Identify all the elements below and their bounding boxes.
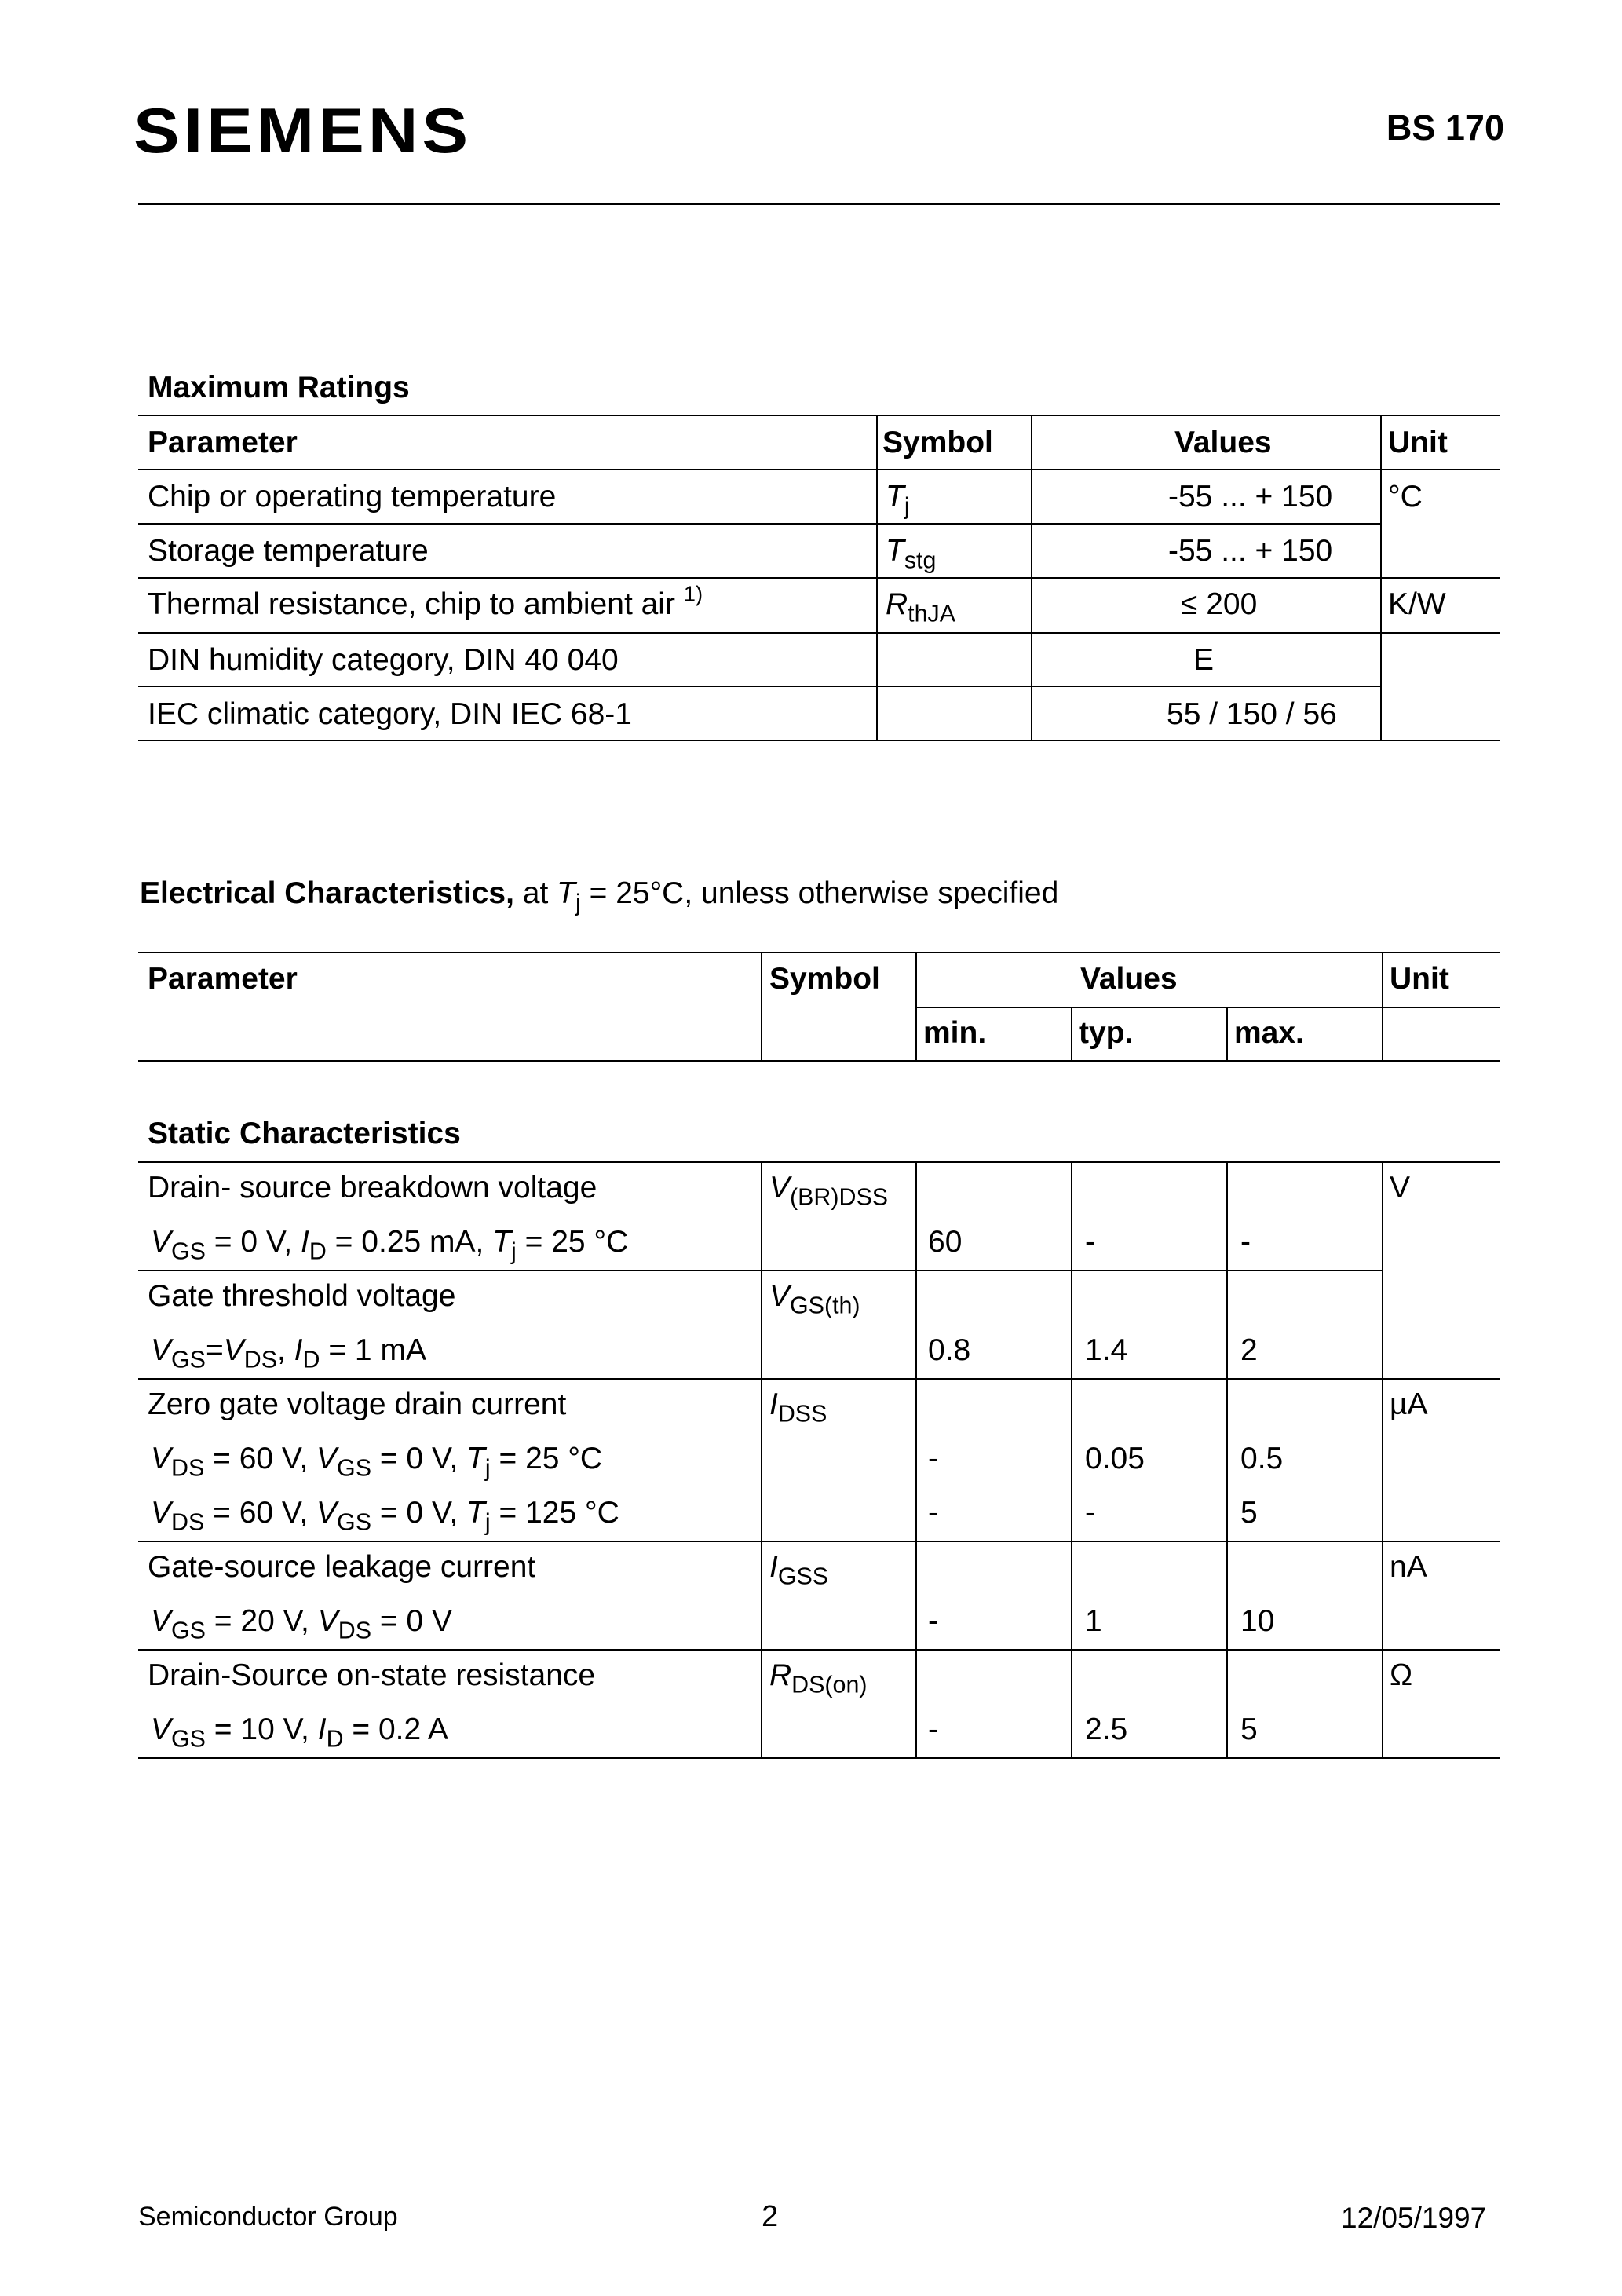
ec-condition: $V_{GS} = 20$ V, $V_{DS} = 0$ V xyxy=(151,1604,452,1644)
ec-col-rule xyxy=(1071,1270,1072,1378)
ec-symbol: $I_{DSS}$ xyxy=(769,1387,827,1428)
ec-value-min: 60 xyxy=(928,1225,963,1259)
ec-row-rule xyxy=(138,1541,1500,1542)
ec-header-values: Values xyxy=(1080,962,1178,996)
ec-col-rule xyxy=(1382,952,1383,1060)
ec-col-rule xyxy=(761,1270,762,1378)
ec-unit: µA xyxy=(1390,1387,1428,1421)
mr-param: IEC climatic category, DIN IEC 68-1 xyxy=(148,697,632,731)
ec-col-rule xyxy=(1226,1541,1228,1649)
ec-col-rule xyxy=(1071,1541,1072,1649)
mr-value: 55 / 150 / 56 xyxy=(1167,697,1337,731)
mr-rule xyxy=(138,686,1382,687)
ec-col-rule xyxy=(761,1541,762,1649)
mr-symbol: $T_{stg}$ xyxy=(886,534,937,574)
ec-col-rule xyxy=(915,1649,917,1757)
ec-condition: $V_{DS} = 60$ V, $V_{GS} = 0$ V, $T_j = 25$ °C xyxy=(151,1442,603,1482)
ec-col-rule xyxy=(761,952,762,1060)
mr-rule xyxy=(138,577,1500,579)
ec-col-rule xyxy=(1382,1541,1383,1649)
ec-param: Drain-Source on-state resistance xyxy=(148,1658,596,1692)
ec-condition: $V_{GS} = 10$ V, $I_D = 0.2$ A xyxy=(151,1713,448,1753)
ec-rule xyxy=(917,1007,1500,1008)
ec-symbol: $V_{(BR)DSS}$ xyxy=(769,1171,889,1211)
mr-rule xyxy=(138,740,1500,741)
ec-col-rule xyxy=(1071,1007,1072,1060)
mr-value: ≤ 200 xyxy=(1181,587,1258,621)
ec-value-min: 0.8 xyxy=(928,1333,971,1367)
ec-col-rule xyxy=(1071,1378,1072,1541)
ec-col-rule xyxy=(761,1378,762,1541)
ec-unit: nA xyxy=(1390,1550,1427,1584)
ec-symbol: $V_{GS(th)}$ xyxy=(769,1279,860,1319)
ec-header-unit: Unit xyxy=(1390,962,1449,996)
ec-rule xyxy=(138,1060,1500,1062)
ec-col-rule xyxy=(1226,1007,1228,1060)
mr-header-values: Values xyxy=(1174,426,1272,459)
ec-param: Gate-source leakage current xyxy=(148,1550,536,1584)
ec-symbol: $R_{DS(on)}$ xyxy=(769,1658,868,1698)
ec-value-typ: 1 xyxy=(1085,1604,1102,1638)
ec-row-rule xyxy=(138,1649,1500,1651)
ec-col-rule xyxy=(1382,1270,1383,1378)
ec-value-max: 2 xyxy=(1240,1333,1258,1367)
ec-header-typ: typ. xyxy=(1079,1016,1134,1050)
ec-header-symbol: Symbol xyxy=(769,962,880,996)
ec-condition: $V_{DS} = 60$ V, $V_{GS} = 0$ V, $T_j = 125$ °C xyxy=(151,1496,619,1536)
footer-date: 12/05/1997 xyxy=(1341,2202,1487,2234)
electrical-title: Electrical Characteristics, at $T_j = 25^\circ C$, unless otherwise specified xyxy=(140,876,1059,916)
ec-col-rule xyxy=(915,952,917,1060)
mr-param: Thermal resistance, chip to ambient air $^{1)}$ xyxy=(148,581,703,621)
mr-param: Chip or operating temperature xyxy=(148,480,557,514)
mr-header-unit: Unit xyxy=(1388,426,1448,459)
ec-param: Drain- source breakdown voltage xyxy=(148,1171,597,1205)
ec-col-rule xyxy=(915,1161,917,1270)
ec-col-rule xyxy=(1226,1649,1228,1757)
ec-value-typ: 0.05 xyxy=(1085,1442,1145,1475)
mr-col-rule xyxy=(1380,415,1382,740)
ec-param: Zero gate voltage drain current xyxy=(148,1387,567,1421)
mr-unit: K/W xyxy=(1388,587,1446,621)
ec-header-min: min. xyxy=(923,1016,987,1050)
ec-value-min: - xyxy=(928,1442,938,1475)
ec-condition: $V_{GS}=V_{DS}$, $I_D = 1$ mA xyxy=(151,1333,426,1373)
mr-col-rule xyxy=(876,415,878,740)
mr-symbol: $R_{thJA}$ xyxy=(886,587,956,627)
mr-value: -55 ... + 150 xyxy=(1168,480,1333,514)
ec-row-rule xyxy=(138,1378,1500,1380)
ec-unit: Ω xyxy=(1390,1658,1413,1692)
mr-header-symbol: Symbol xyxy=(882,426,993,459)
ec-unit: V xyxy=(1390,1171,1411,1205)
ec-col-rule xyxy=(1071,1649,1072,1757)
ec-col-rule xyxy=(1382,1378,1383,1541)
ec-value-max: 0.5 xyxy=(1240,1442,1284,1475)
ec-header-parameter: Parameter xyxy=(148,962,298,996)
ec-col-rule xyxy=(1382,1161,1383,1270)
ec-col-rule xyxy=(1071,1161,1072,1270)
ec-col-rule xyxy=(915,1378,917,1541)
ec-rule xyxy=(138,952,1500,953)
ec-symbol: $I_{GSS}$ xyxy=(769,1550,829,1590)
mr-rule xyxy=(138,632,1500,634)
ec-row-rule xyxy=(138,1161,1500,1163)
mr-param: Storage temperature xyxy=(148,534,429,568)
ec-value-typ: - xyxy=(1085,1225,1095,1259)
ec-col-rule xyxy=(761,1649,762,1757)
ec-value-min: - xyxy=(928,1713,938,1746)
part-number: BS 170 xyxy=(1386,108,1504,148)
ec-row-rule xyxy=(138,1757,1500,1759)
mr-rule xyxy=(138,523,1382,525)
mr-rule xyxy=(138,469,1500,470)
mr-param: DIN humidity category, DIN 40 040 xyxy=(148,643,619,677)
footer-company: Semiconductor Group xyxy=(138,2202,398,2232)
ec-value-min: - xyxy=(928,1496,938,1530)
ec-value-typ: 2.5 xyxy=(1085,1713,1128,1746)
ec-param: Gate threshold voltage xyxy=(148,1279,456,1313)
ec-col-rule xyxy=(1226,1270,1228,1378)
ec-value-typ: 1.4 xyxy=(1085,1333,1128,1367)
mr-value: -55 ... + 150 xyxy=(1168,534,1333,568)
mr-unit: °C xyxy=(1388,480,1423,514)
ec-value-min: - xyxy=(928,1604,938,1638)
ec-col-rule xyxy=(1382,1649,1383,1757)
ec-col-rule xyxy=(761,1161,762,1270)
ec-row-rule xyxy=(138,1270,1382,1271)
mr-value: E xyxy=(1193,643,1215,677)
ec-col-rule xyxy=(1226,1161,1228,1270)
ec-col-rule xyxy=(915,1541,917,1649)
mr-header-parameter: Parameter xyxy=(148,426,298,459)
section-static: Static Characteristics xyxy=(148,1117,461,1150)
mr-symbol: $T_j$ xyxy=(886,480,910,520)
max-ratings-title: Maximum Ratings xyxy=(148,371,410,404)
ec-value-max: 5 xyxy=(1240,1496,1258,1530)
ec-header-max: max. xyxy=(1234,1016,1304,1050)
footer-page-number: 2 xyxy=(762,2200,779,2233)
mr-rule xyxy=(138,415,1500,416)
ec-condition: $V_{GS} = 0$ V, $I_D = 0.25$ mA, $T_j = 25$ °C xyxy=(151,1225,629,1265)
ec-value-max: 5 xyxy=(1240,1713,1258,1746)
ec-value-max: - xyxy=(1240,1225,1251,1259)
mr-col-rule xyxy=(1031,415,1032,740)
siemens-logo: SIEMENS xyxy=(133,94,473,166)
ec-col-rule xyxy=(915,1270,917,1378)
ec-value-max: 10 xyxy=(1240,1604,1275,1638)
header-divider xyxy=(138,203,1500,205)
ec-value-typ: - xyxy=(1085,1496,1095,1530)
ec-col-rule xyxy=(1226,1378,1228,1541)
